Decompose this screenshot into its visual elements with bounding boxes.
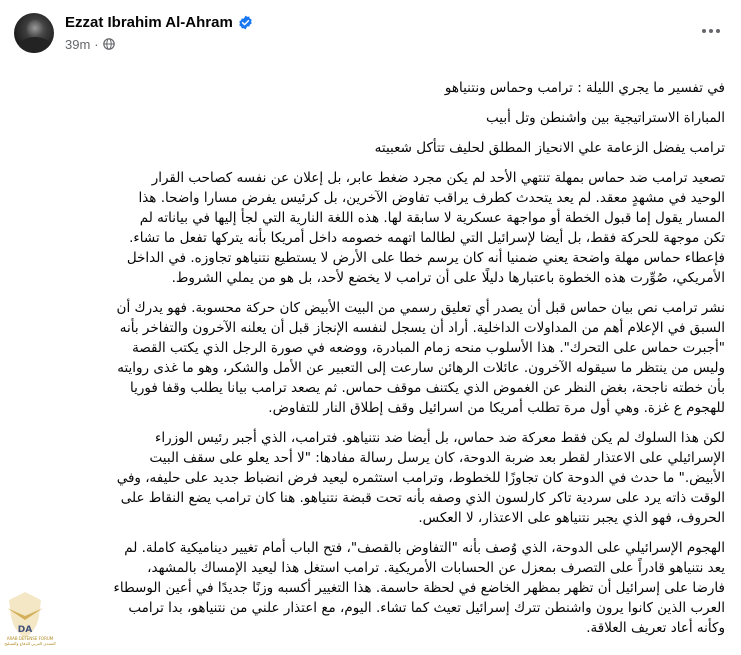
post-header	[0, 0, 741, 62]
text-line: يعد نتنياهو قادراً على التصرف بمعزل عن الحسابات الأمريكية. ترامب استغل هذا ليعيد الإمساك بالمشهد،	[147, 560, 725, 576]
text-line: الوقت ذاته يرد على سردية تاكر كارلسون الذي وصفه بأنه تحت قبضة نتنياهو. هنا كان ترامب يضع النقاط على	[120, 490, 725, 506]
text-line: المسار يقول إما قبول الخطة أو مواجهة عسكرية لا سابقة لها. هذه اللغة النارية التي لجأ إليها في بياناته لم	[139, 210, 725, 226]
text-line: العرب الذين كانوا يرون واشنطن تترك إسرائيل تعيث كما تشاء. اليوم، مع اعتذار علني من نتنياهو، بدا ترامب	[128, 600, 725, 616]
paragraph-2	[16, 298, 725, 418]
post-time[interactable]: 39m	[65, 36, 91, 52]
globe-icon[interactable]	[103, 38, 115, 50]
author-row	[65, 12, 253, 32]
text-line: وكأنه أعاد تعريف العلاقة.	[586, 620, 725, 636]
text-line: الهجوم الإسرائيلي على الدوحة، الذي وُصف بأنه "التفاوض بالقصف"، فتح الباب أمام تغيير ديناميكية كاملة. لم	[124, 540, 725, 556]
text-line: فارضا على إسرائيل أن تظهر بمظهر الخاضع في لحظة حاسمة. هذا التغيير أكسبه وزنًا جديدًا في أعين الوسطاء	[113, 580, 725, 596]
text-line: السبق في الإعلام أهم من المداولات الداخلية. أراد أن يسجل لنفسه الإنجاز قبل أن يعلنه الآخرون والتفاخر بأنه	[119, 320, 725, 336]
text-line: تكن موجهة للحركة فقط، بل أيضا لإسرائيل التي لطالما اتهمه خصومه داخل أمريكا بأنه يتركها تفعل ما تشاء.	[129, 230, 725, 246]
avatar-face	[27, 20, 43, 38]
text-line: للهجوم ع غزة. وهي أول مرة تطلب أمريكا من اسرائيل وقف إطلاق النار للتفاوض.	[268, 400, 725, 416]
paragraph-4	[16, 538, 725, 638]
text-line: وليس من ينتظر ما سيقوله الآخرون. عائلات الرهائن سارعت إلى التعبير عن الأمل والشكر، وهو ما غذى روايته	[117, 360, 725, 376]
dot	[702, 29, 706, 33]
text-line: فإعطاء حماس مهلة واضحة يعني ضمنيا أنه كان يرسم خطا على الأرض لا يستطيع نتنياهو تجاوزه. في الداخل	[126, 250, 725, 266]
dot	[709, 29, 713, 33]
post-body	[16, 64, 725, 638]
post-meta	[65, 35, 115, 53]
text-line: الحروف، فهو الذي يجبر نتنياهو على الاعتذار، لا العكس.	[418, 510, 725, 526]
paragraph-3	[16, 428, 725, 528]
meta-separator: ·	[94, 36, 99, 52]
author-name[interactable]: Ezzat Ibrahim Al-Ahram	[65, 13, 233, 31]
more-dots-icon[interactable]	[696, 20, 726, 42]
text-line: الأبيض." ما حدث في الدوحة كان تجاوزًا للخطوط، وترامب استثمره ليعيد فرض انضباط جديد على حليفه، وفي	[116, 470, 725, 486]
text-line: لكن هذا السلوك لم يكن فقط معركة ضد حماس، بل أيضا ضد نتنياهو. فترامب، الذي أجبر رئيس الوزراء	[155, 430, 725, 446]
paragraph-1	[16, 168, 725, 288]
text-line: الإسرائيلي على الاعتذار لقطر بعد ضربة الدوحة، كان يرسل رسالة مفادها: "لا أحد يعلو على سقف البيت	[149, 450, 725, 466]
avatar[interactable]	[14, 13, 54, 53]
text-line: الوحيد في مشهدٍ معقد. لم يعد يتحدث كطرف يراقب تفاوض الآخرين، بل كرئيس يفرض مسارا واضحا. هذا	[138, 190, 725, 206]
dot	[716, 29, 720, 33]
verified-badge-icon	[238, 15, 253, 30]
headline-line-3: ترامب يفضل الزعامة علي الانحياز المطلق لحليف تتأكل شعبيته	[374, 140, 725, 156]
text-line: "أجبرت حماس على التحرك". هذا الأسلوب منحه زمام المبادرة، ووضعه في صورة الرجل الذي يكتب القصة	[132, 340, 725, 356]
headline-line-2: المباراة الاستراتيجية بين واشنطن وتل أبيب	[486, 110, 725, 126]
text-line: الأمريكي، صُوِّرت هذه الخطوة باعتبارها دليلًا على أن ترامب لا يخضع لأحد، بل هو من يملي الشروط.	[171, 270, 725, 286]
text-line: تصعيد ترامب ضد حماس بمهلة تنتهي الأحد لم يكن مجرد ضغط عابر، بل إعلان عن نفسه كصاحب القرار	[151, 170, 725, 186]
watermark-text: ARAB DEFENSE FORUM المنتدى العربي للدفاع والتسليح	[4, 636, 56, 646]
text-line: بأن خطته ناجحة، بغض النظر عن الغموض الذي يكتنف موقف حماس. ثم يصعد ترامب بيانا يطلب وقفا فوريا	[130, 380, 725, 396]
avatar-shoulders	[18, 37, 52, 53]
headline-line-1: في تفسير ما يجري الليلة : ترامب وحماس ونتنياهو	[444, 80, 725, 96]
text-line: نشر ترامب نص بيان حماس قبل أن يصدر أي تعليق رسمي من البيت الأبيض كان حركة محسوبة. فهو يدرك أن	[116, 300, 725, 316]
svg-text:DA: DA	[17, 625, 33, 635]
